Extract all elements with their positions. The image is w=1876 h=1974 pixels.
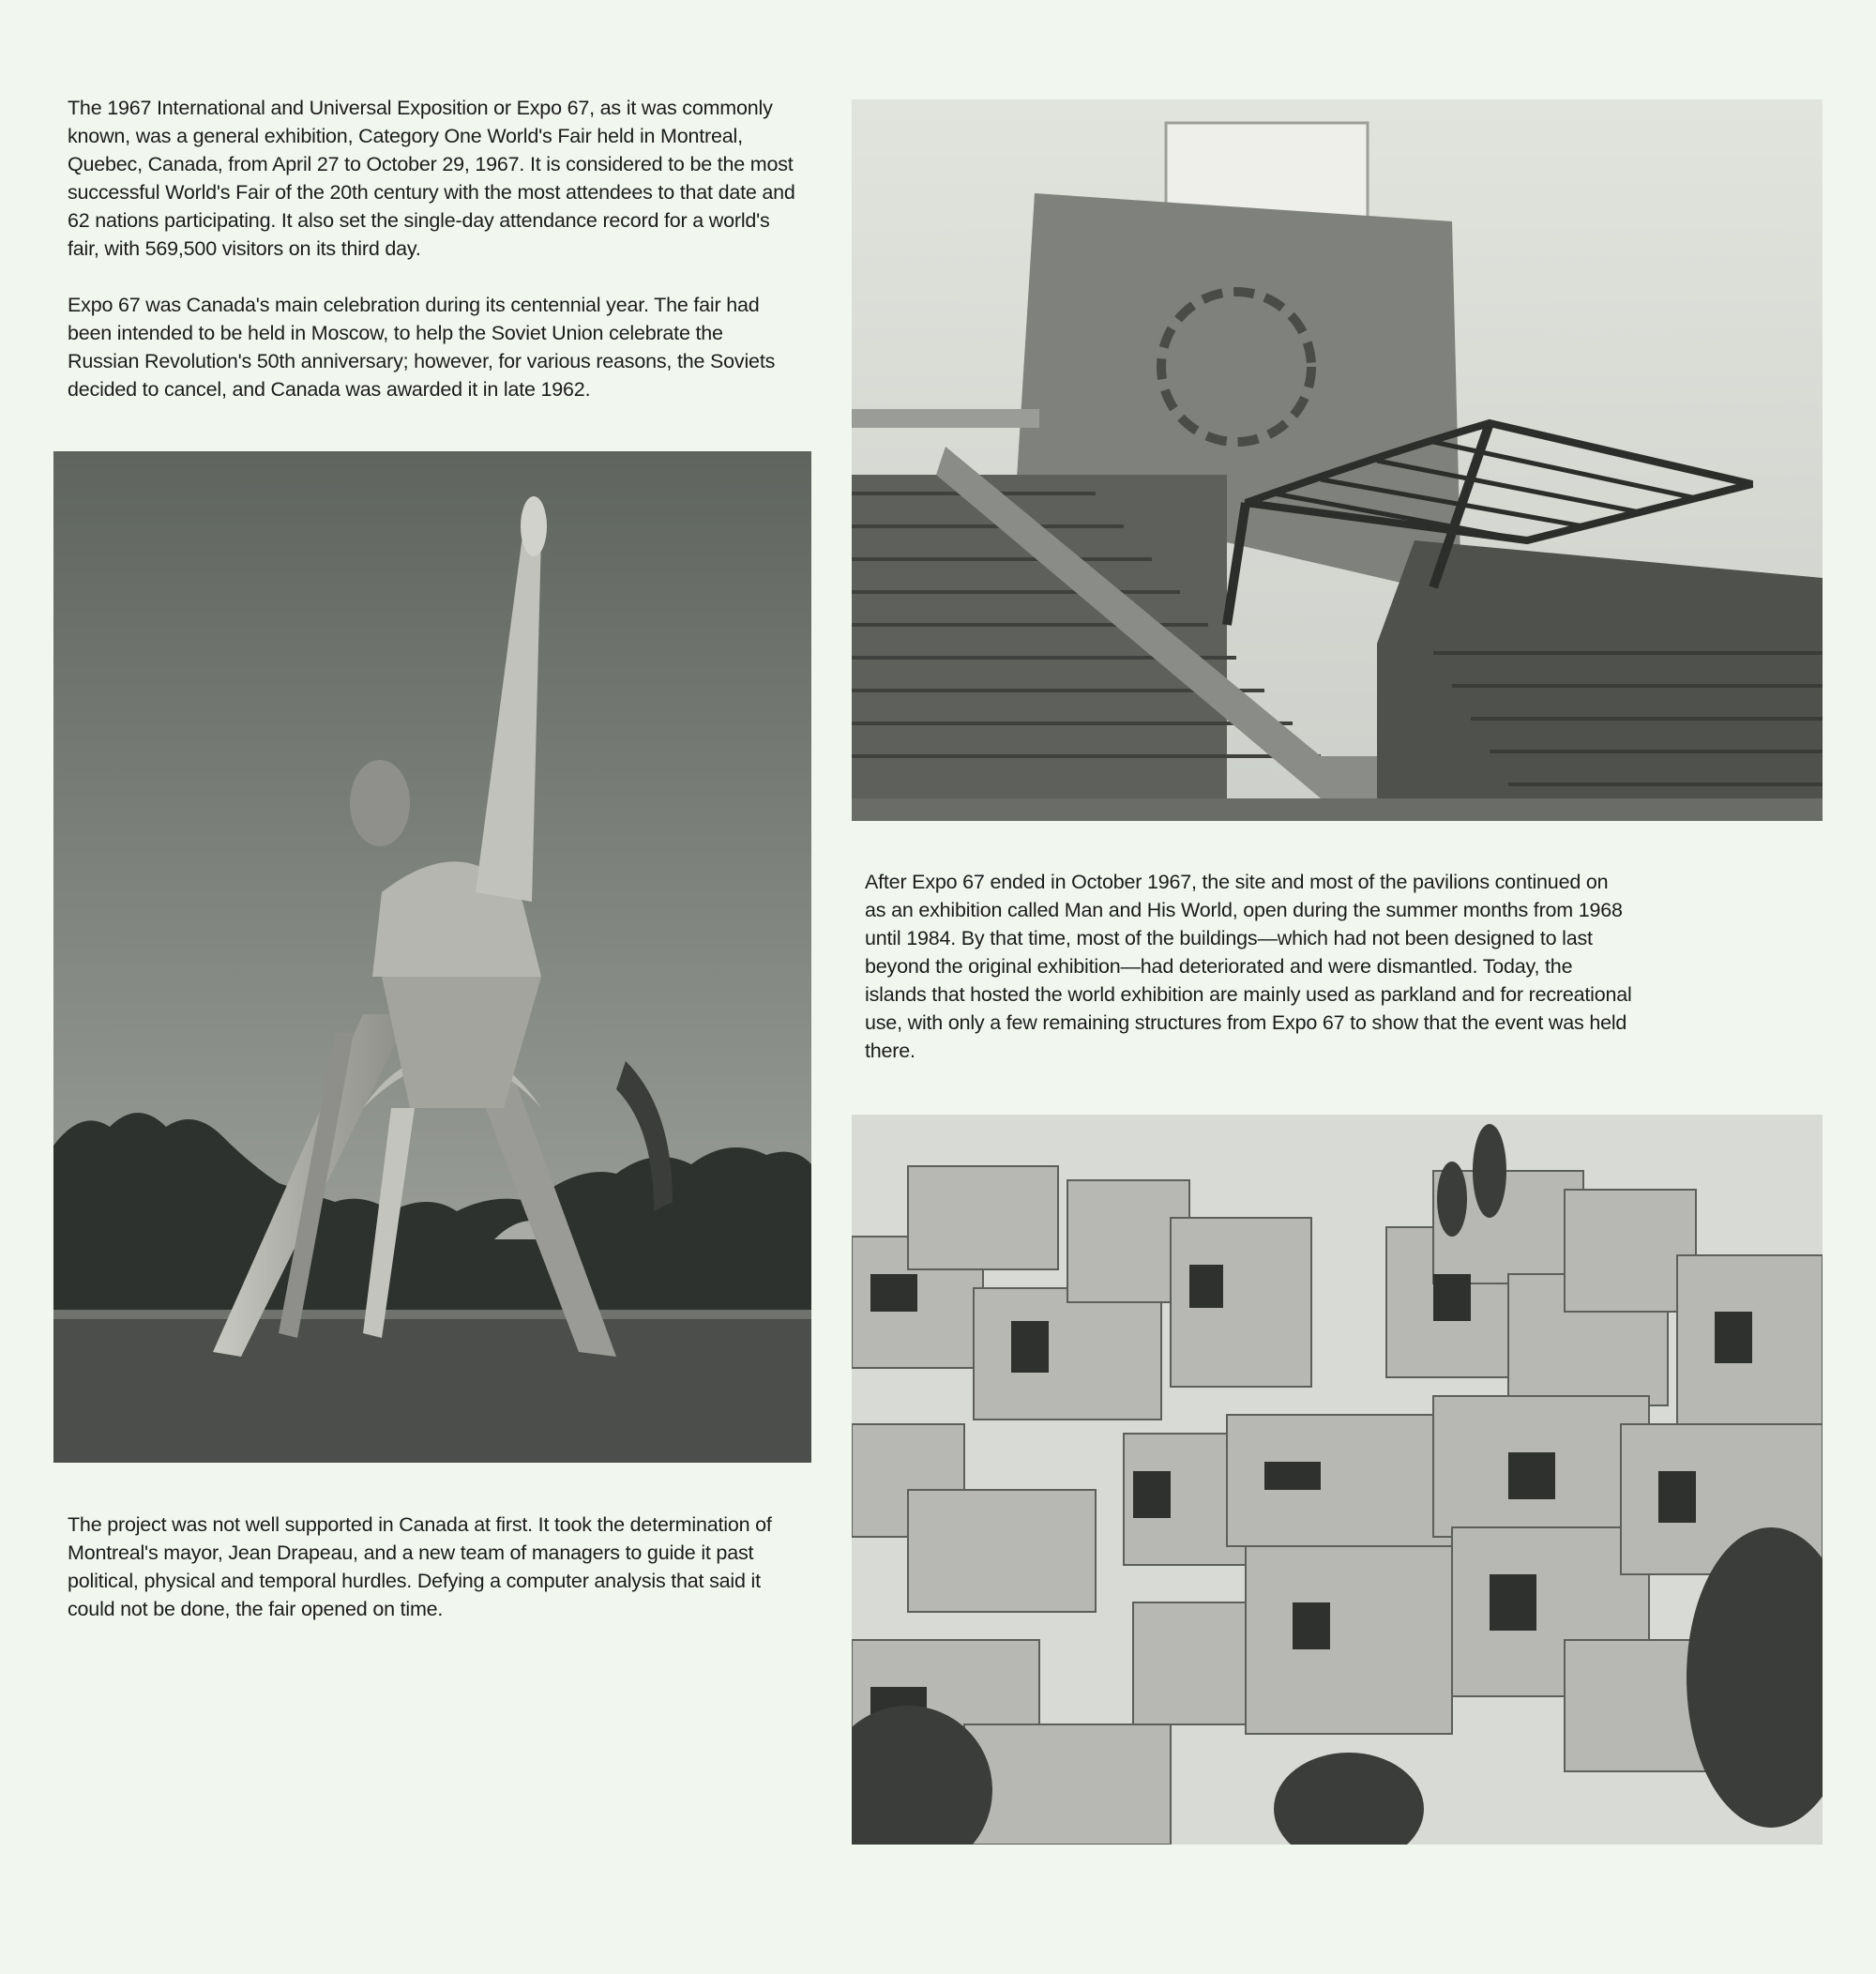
- intro-paragraph-1: The 1967 International and Universal Exposition or Expo 67, as it was commonly known, was a general exhibition, Category One World's Fair held in Montreal, Quebec, Canada, from April 27 to October 29, 1967. It is considered to be the most successful World's Fair of the 20th century with the most attendees to that date and 62 nations participating. It also set the single-day attendance record for a world's fair, with 569,500 visitors on its third day.: [68, 97, 795, 260]
- after-expo-paragraph: After Expo 67 ended in October 1967, the site and most of the pavilions continued on as an exhibition called Man and His World, open during the summer months from 1968 until 1984. By that time, most of the buildings—which had not been designed to last beyond the original exhibition—had deteriorated and were dismantled. Today, the islands that hosted the world exhibition are mainly used as parkland and for recreational use, with only a few remaining structures from Expo 67 to show that the event was held there.: [865, 871, 1632, 1062]
- after-expo-text: [865, 868, 1634, 1065]
- project-text: [68, 1511, 809, 1623]
- intro-text: [68, 94, 799, 403]
- intro-paragraph-2: Expo 67 was Canada's main celebration during its centennial year. The fair had been intended to be held in Moscow, to help the Soviet Union celebrate the Russian Revolution's 50th anniversary; however, for various reasons, the Soviets decided to cancel, and Canada was awarded it in late 1962.: [68, 294, 776, 401]
- amphitheatre-photo: [852, 99, 1823, 821]
- sculpture-photo: [53, 451, 811, 1463]
- habitat-photo: [852, 1115, 1823, 1845]
- project-paragraph: The project was not well supported in Canada at first. It took the determination of Montreal's mayor, Jean Drapeau, and a new team of managers to guide it past political, physical and temporal hurdles. Defying a computer analysis that said it could not be done, the fair opened on time.: [68, 1513, 772, 1620]
